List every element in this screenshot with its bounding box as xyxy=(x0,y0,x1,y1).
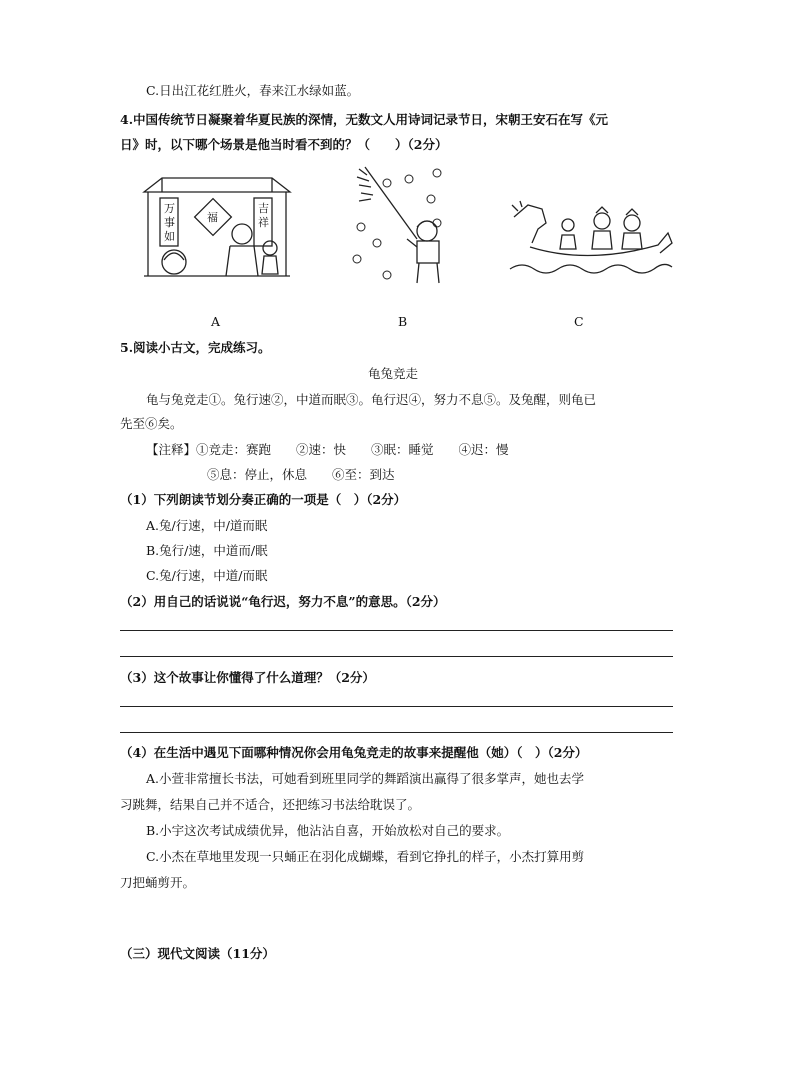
caption-b: B xyxy=(398,314,408,329)
sub4-option-a-line1[interactable]: A.小萱非常擅长书法，可她看到班里同学的舞蹈演出赢得了很多掌声，她也去学 xyxy=(146,771,585,786)
caption-c: C xyxy=(574,314,584,329)
answer-line[interactable] xyxy=(120,732,673,733)
sub4-option-b[interactable]: B.小宇这次考试成绩优异，他沾沾自喜，开始放松对自己的要求。 xyxy=(146,823,510,838)
passage-title: 龟兔竞走 xyxy=(368,366,419,381)
sub2-stem: （2）用自己的话说说“龟行迟，努力不息”的意思。（2分） xyxy=(120,594,446,609)
passage-line2: 先至⑥矣。 xyxy=(120,416,183,431)
q4-stem-line1: 4.中国传统节日凝聚着华夏民族的深情，无数文人用诗词记录节日，宋朝王安石在写《元 xyxy=(120,112,609,127)
caption-a: A xyxy=(211,314,221,329)
sub1-option-a[interactable]: A.兔/行速，中/道而眠 xyxy=(146,518,268,533)
q4-stem-line2: 日》时，以下哪个场景是他当时看不到的？（ ）（2分） xyxy=(120,137,448,152)
notes-line2: ⑤息：停止，休息 ⑥至：到达 xyxy=(207,467,395,482)
fu-character: 福 xyxy=(207,211,218,224)
answer-line[interactable] xyxy=(120,706,673,707)
picture-c-dragon-boat[interactable] xyxy=(508,199,674,279)
sub4-option-c-line1[interactable]: C.小杰在草地里发现一只蛹正在羽化成蝴蝶，看到它挣扎的样子，小杰打算用剪 xyxy=(146,849,585,864)
answer-line[interactable] xyxy=(120,630,673,631)
section3-title: （三）现代文阅读（11分） xyxy=(120,946,275,961)
sub3-stem: （3）这个故事让你懂得了什么道理？（2分） xyxy=(120,670,375,685)
notes-line1: 【注释】①竞走：赛跑 ②速：快 ③眠：睡觉 ④迟：慢 xyxy=(146,442,509,457)
sub1-stem: （1）下列朗读节划分奏正确的一项是（ ）（2分） xyxy=(120,492,407,507)
answer-line[interactable] xyxy=(120,656,673,657)
couplet-char-5: 祥 xyxy=(258,216,269,229)
q3-option-c: C.日出江花红胜火，春来江水绿如蓝。 xyxy=(146,83,360,98)
couplet-char-1: 万 xyxy=(164,202,175,215)
picture-b-firecrackers[interactable] xyxy=(347,163,457,287)
couplet-char-2: 事 xyxy=(164,216,175,229)
sub1-option-b[interactable]: B.兔行/速，中道而/眠 xyxy=(146,543,268,558)
picture-a-spring-festival[interactable] xyxy=(142,176,292,286)
q5-stem: 5.阅读小古文，完成练习。 xyxy=(120,340,271,355)
couplet-char-3: 如 xyxy=(164,230,175,243)
sub4-stem: （4）在生活中遇见下面哪种情况你会用龟兔竞走的故事来提醒他（她）（ ）（2分） xyxy=(120,745,588,760)
sub1-option-c[interactable]: C.兔/行速，中道/而眠 xyxy=(146,568,268,583)
sub4-option-a-line2[interactable]: 习跳舞，结果自己并不适合，还把练习书法给耽误了。 xyxy=(120,797,421,812)
couplet-char-4: 吉 xyxy=(258,202,269,215)
passage-line1: 龟与兔竞走①。兔行速②，中道而眠③。龟行迟④，努力不息⑤。及兔醒，则龟已 xyxy=(146,392,597,407)
sub4-option-c-line2[interactable]: 刀把蛹剪开。 xyxy=(120,875,196,890)
